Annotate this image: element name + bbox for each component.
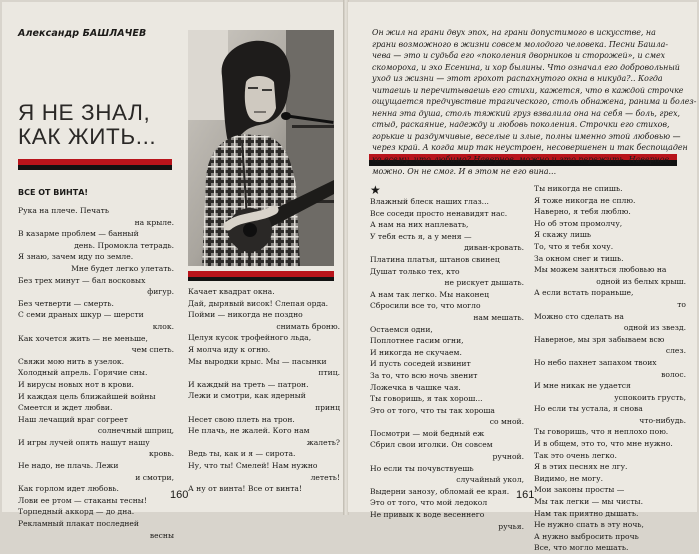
poem-line: Смеется и ждет любви.: [18, 403, 113, 413]
poem-line: ручья.: [498, 521, 524, 531]
poem-line: то: [677, 299, 686, 309]
poem-line: Несет свою плеть на трон.: [188, 414, 295, 424]
poem-line: птиц.: [318, 368, 340, 378]
poem-line: Наш лечащий враг согреет: [18, 414, 128, 424]
poem-line: диван-кровать.: [464, 243, 524, 253]
poem-column-1: [18, 205, 174, 541]
poem-line: Но если ты почувствуешь: [370, 463, 474, 473]
prose-line: ненна эта душа, столь тяжкий груз взвалила она на себя — боль, грех,: [372, 108, 681, 118]
poem-line: Не нужно спать в эту ночь,: [534, 520, 644, 530]
prose-line: грани возможного в жизни совсем молодого человека. Песни Башла-: [372, 39, 669, 49]
poem-line: Все, что могло мешать.: [534, 543, 629, 553]
poem-line: Я молча иду к огню.: [188, 344, 271, 354]
poem-title: ВСЕ ОТ ВИНТА!: [18, 188, 89, 197]
poem-line: То, что я тебя хочу.: [534, 241, 614, 251]
poem-line: А нужно выбросить прочь: [534, 531, 639, 541]
prose-line: ко всему, что любимо? Наверное, можно и это пережить. Наверное,: [372, 155, 672, 165]
poem-line: Нам так приятно дышать.: [534, 508, 639, 518]
poem-line: нам мешать.: [473, 312, 524, 322]
poem-line: Я скажу лишь: [534, 230, 592, 240]
poem-line: А ну от винта! Все от винта!: [188, 484, 302, 494]
poem-line: Мне будет легко улетать.: [71, 263, 174, 273]
poem-line: лететь!: [310, 472, 340, 482]
poem-line: Мои законы просты —: [534, 485, 625, 495]
poem-line: одной из белых крыш.: [596, 276, 686, 286]
poem-line: не рискует дышать.: [444, 278, 524, 288]
poem-line: Влажный блеск наших глаз...: [370, 197, 489, 206]
article-title-line-2: КАК ЖИТЬ...: [18, 124, 157, 149]
poem-line: весны: [149, 530, 174, 540]
poem-line: солнечный шприц,: [97, 426, 174, 436]
poem-line: Ложечка в чашке чая.: [370, 382, 461, 392]
poem-line: клок.: [152, 321, 174, 331]
left-page: [2, 2, 345, 540]
poem-line: Качает квадрат окна.: [188, 287, 275, 296]
poem-line: И игры лучей опять нашут нашу: [18, 437, 150, 447]
poem-line: чем спеть.: [131, 345, 174, 355]
poem-line: Свяжи мою нить в узелок.: [18, 356, 125, 366]
poem-line: Наверное, мы зря забываем всю: [534, 334, 665, 344]
poem-line: А нам на них наплевать,: [370, 220, 469, 230]
poem-line: день. Промокла тетрадь.: [74, 240, 174, 250]
poem-column-2: [188, 286, 340, 495]
star-icon: ★: [370, 183, 381, 197]
poem-line: Платина платья, штанов свинец: [370, 254, 500, 264]
poem-line: Мы выродки крыс. Мы — пасынки: [188, 356, 327, 366]
poem-line: принц: [315, 402, 340, 412]
poem-line: Ты говоришь, что я неплохо пою.: [534, 427, 669, 437]
poem-line: Остаемся одни,: [370, 324, 433, 334]
article-title-line-1: Я НЕ ЗНАЛ,: [18, 100, 151, 125]
poem-line: Без трех минут — бал восковых: [18, 275, 146, 285]
poem-line: Это от того, что ты так хороша: [370, 405, 495, 415]
poem-line: Я знаю, зачем иду по земле.: [18, 252, 134, 262]
poem-line: Видимо, не могу.: [534, 473, 603, 483]
poem-line: И вирусы новых нот в крови.: [18, 379, 134, 389]
poem-line: Душат только тех, кто: [370, 266, 460, 276]
poem-line: А если встать пораньше,: [534, 288, 634, 298]
poem-line: со мной.: [489, 417, 524, 427]
poem-line: Лежи и смотри, как ядерный: [188, 391, 306, 401]
poem-line: на крыле.: [134, 217, 174, 227]
poem-line: Не привык к воде весеннего: [370, 510, 485, 520]
prose-line: Он жил на грани двух эпох, на грани допустимого в искусстве, на: [372, 28, 656, 37]
author-name: Александр БАШЛАЧЕВ: [18, 28, 147, 39]
poem-line: волос.: [661, 369, 686, 379]
article-title: [18, 101, 156, 149]
poem-line: Дай, дырявый висок! Слепая орда.: [188, 298, 329, 308]
poem-line: Наверно, я тебя люблю.: [534, 207, 631, 217]
poem-line: фигур.: [147, 287, 174, 297]
prose-line: ощущается предчувствие трагического, столь обнажена, ранима и болез-: [372, 97, 697, 107]
poem-line: Поплотнее гасим огни,: [370, 336, 464, 346]
poem-line: С семи драных шкур — шерсти: [18, 310, 144, 320]
poem-line: слез.: [665, 346, 686, 356]
poem-line: И каждый на треть — патрон.: [188, 379, 309, 389]
poem-line: Мы можем заняться любовью на: [534, 265, 667, 275]
poem-line: Холодный апрель. Горячие сны.: [18, 368, 148, 378]
poem-line: Лови ее ртом — стаканы тесны!: [18, 495, 147, 505]
poem-line: И каждая цель ближайшей войны: [18, 391, 156, 401]
poem-line: Ты говоришь, я так хорош...: [370, 394, 483, 404]
poem-line: жалеть?: [306, 437, 340, 447]
poem-line: Но об этом промолчу,: [534, 218, 623, 228]
poem-line: Посмотри — мой бедный еж: [370, 428, 485, 438]
poem-line: Как хочется жить — не меньше,: [18, 333, 148, 343]
poem-line: Я в этих песнях не лгу.: [534, 462, 628, 472]
poem-line: Целуя кусок трофейного льда,: [188, 333, 312, 343]
guitarist-photo-illustration: [188, 30, 334, 266]
poem-line: Рекламный плакат последней: [18, 519, 139, 529]
intro-prose: [372, 27, 697, 177]
prose-line: через край. А когда мир так неустроен, несовершенен и так беспощаден: [372, 143, 688, 153]
poem-line: Без четверти — смерть.: [18, 298, 114, 308]
title-rule-black: [18, 165, 172, 170]
poem-line: одной из звезд.: [623, 323, 686, 333]
poem-line: Не плачь, не жалей. Кого нам: [188, 426, 310, 436]
prose-line: можно. Он не смог. И в этом не его вина...: [372, 166, 557, 176]
poem-line: В казарме проблем — банный: [18, 229, 139, 239]
poem-line: У тебя есть я, а у меня —: [370, 231, 472, 241]
poem-line: что-нибудь.: [639, 415, 686, 425]
prose-line: уход из жизни — этот грохот распахнутого окна в никуда?.. Когда: [372, 74, 663, 84]
poem-column-4: [534, 183, 686, 554]
prose-line: горькие и раздумчивые, веселые и злые, полны именно этой любовью —: [372, 131, 681, 141]
poem-line: ручной.: [492, 452, 524, 462]
poem-line: успокоить грусть,: [614, 392, 686, 402]
poem-line: Это от того, что мой ледокол: [370, 498, 488, 508]
poem-line: Сбрил свои иголки. Он совсем: [370, 440, 493, 450]
poem-line: Но если ты устала, я снова: [534, 404, 643, 414]
poem-line: А нам так легко. Мы наконец: [370, 289, 489, 299]
poem-line: Пойми — никогда не поздно: [188, 310, 303, 320]
poem-line: И пусть соседей извинит: [370, 359, 471, 369]
poem-line: И в общем, это то, что мне нужно.: [534, 439, 673, 449]
poem-line: снимать броню.: [276, 321, 340, 331]
poem-line: Так это очень легко.: [534, 450, 617, 460]
page-number-left: 160: [170, 489, 189, 501]
poem-line: За окном снег и тишь.: [534, 253, 624, 263]
poem-line: Торпедный аккорд — до дна.: [18, 507, 135, 517]
poem-line: Как горлом идет любовь.: [18, 484, 119, 494]
poem-line: Но небо пахнет запахом твоих: [534, 357, 657, 367]
poem-line: Мы так легки — мы чисты.: [534, 497, 644, 507]
poem-line: Ведь ты, как и я — сирота.: [188, 449, 296, 459]
poem-line: И никогда не скучаем.: [370, 347, 462, 357]
poem-line: Я тоже никогда не сплю.: [534, 195, 636, 205]
poem-line: и смотри,: [135, 472, 174, 482]
poem-line: Все соседи просто ненавидят нас.: [370, 208, 508, 218]
poem-line: Ну, что ты! Смелей! Нам нужно: [188, 460, 318, 470]
poem-line: Можно сто сделать на: [534, 311, 624, 321]
poem-line: Не надо, не плачь. Лежи: [18, 461, 119, 471]
poem-line: Ты никогда не спишь.: [534, 184, 623, 193]
poem-line: случайный укол,: [456, 475, 524, 485]
prose-line: стыд, раскаяние, надежду и любовь поколения. Строчки его стихов,: [372, 120, 670, 130]
prose-line: читаешь и перечитываешь его стихи, кажется, что в каждой строчке: [372, 85, 684, 95]
poem-column-3: [370, 196, 524, 532]
performer-photo: [188, 30, 334, 266]
poem-line: И мне никак не удается: [534, 381, 631, 391]
prose-line: чева — это и судьба его «поколения дворников и сторожей», и смех: [372, 51, 666, 61]
photo-rule-black: [188, 277, 334, 281]
poem-line: За то, что всю ночь звенит: [370, 370, 478, 380]
page-number-right: 161: [516, 489, 535, 501]
poem-line: кровь.: [148, 449, 174, 459]
prose-line: скомороха, и эхо Есенина, и хор былины. Что означал его добровольный: [372, 62, 680, 72]
poem-line: Выдерни занозу, обломай ее края.: [370, 486, 510, 496]
poem-line: Сбросили все то, что могло: [370, 301, 481, 311]
poem-line: Рука на плече. Печать: [18, 206, 109, 215]
